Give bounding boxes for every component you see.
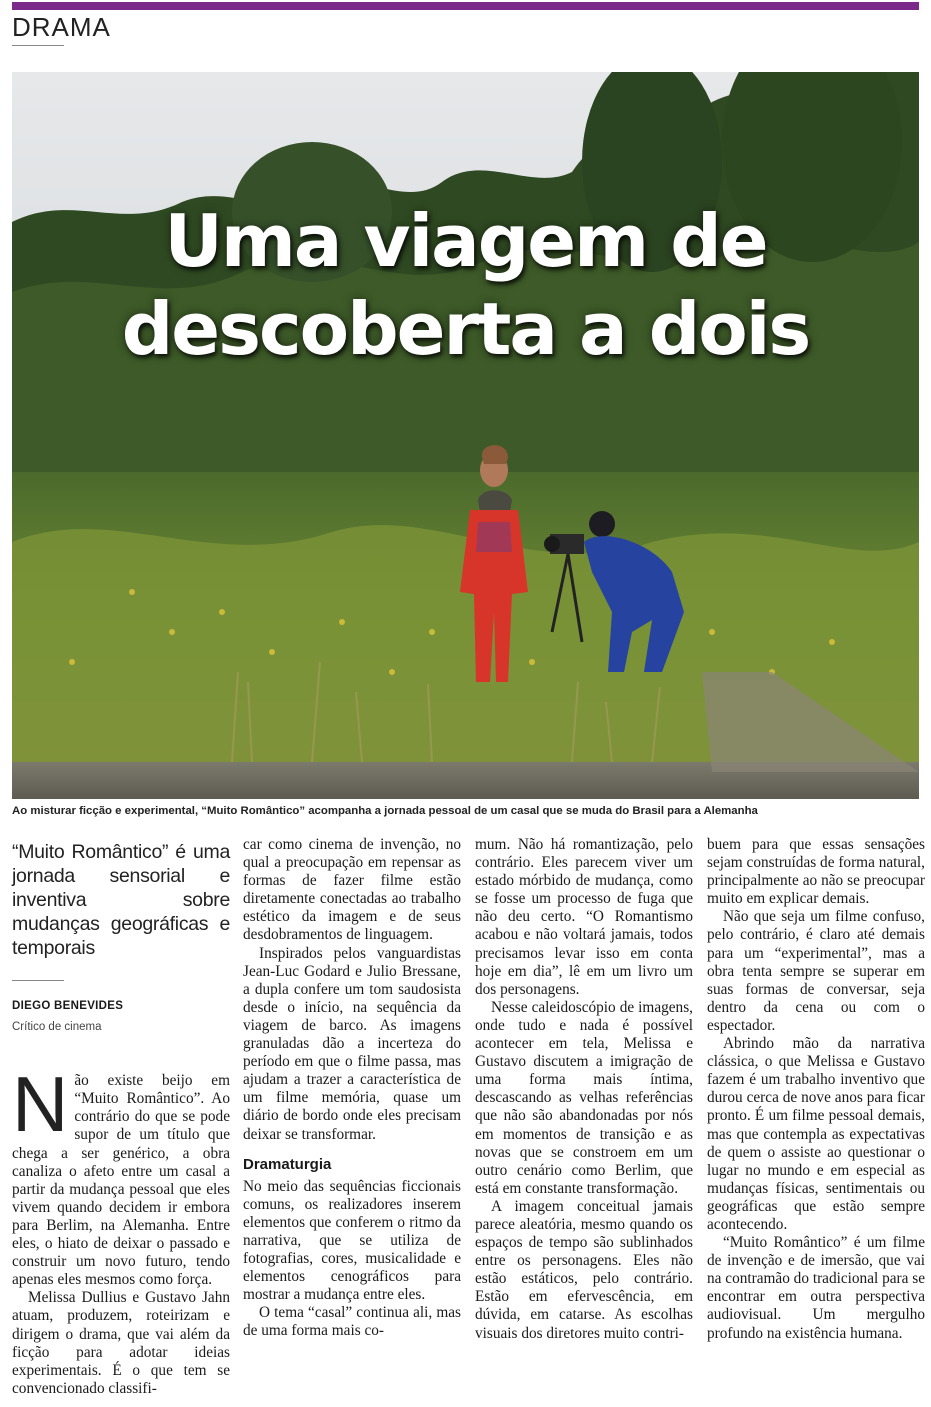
dropcap: N — [12, 1060, 69, 1149]
author-name: DIEGO BENEVIDES — [12, 1000, 124, 1012]
paragraph: Não que seja um filme confuso, pelo contrário, é claro até demais para um “experimental”, mas a obra tenta sempre se superar em suas formas de conversar, seja dentro da cena ou com o espectador. — [707, 908, 925, 1034]
photo-caption: Ao misturar ficção e experimental, “Muito Romântico” acompanha a jornada pessoal de um casal que se muda do Brasil para a Alemanha — [12, 805, 758, 817]
column-3 — [475, 836, 693, 1343]
paragraph: Melissa Dullius e Gustavo Jahn atuam, produzem, roteirizam e dirigem o drama, que vai além da ficção para adotar ideias experimentais. É o que tem se convencionado classifi- — [12, 1289, 230, 1397]
hero-photo — [12, 72, 919, 799]
paragraph: Abrindo mão da narrativa clássica, o que Melissa e Gustavo fazem é um trabalho inventivo que durou cerca de nove anos para ficar pronto. É um filme pessoal demais, mas que contempla as expectativas de quem o assiste ao questionar o lugar no mundo e em especial as mudanças físicas, sentimentais ou geográficas que estão sempre acontecendo. — [707, 1035, 925, 1233]
author-role: Crítico de cinema — [12, 1021, 102, 1034]
headline — [12, 197, 919, 373]
paragraph: “Muito Romântico” é um filme de invenção e de imersão, que vai na contramão do tradicional para se encontrar em outra perspectiva audiovisual. Um mergulho profundo na existência humana. — [707, 1234, 925, 1342]
paragraph: buem para que essas sensações sejam construídas de forma natural, principalmente ao não se preocupar muito em explicar demais. — [707, 836, 925, 908]
section-accent-bar — [12, 2, 919, 10]
lead-paragraph: ão existe beijo em “Muito Romântico”. Ao contrário do que se pode supor de um título que chega a ser genérico, a obra canaliza o afeto entre um casal a partir da mudança pessoal que eles vivem quando decidem ir embora para Berlim, na Alemanha. Entre eles, o hiato de deixar o passado e construir um novo futuro, tendo apenas eles mesmos como força. — [12, 1072, 230, 1289]
subhead: Dramaturgia — [243, 1155, 332, 1173]
column-1 — [12, 836, 230, 1398]
column-2 — [243, 836, 461, 1341]
deck: “Muito Romântico” é uma jornada sensorial e inventiva sobre mudanças geográficas e temporais — [12, 841, 230, 959]
column-4 — [707, 836, 925, 1343]
paragraph: mum. Não há romantização, pelo contrário. Eles parecem viver um estado mórbido de mudança, como se fosse um processo de fuga que não deu certo. “O Romantismo acabou e não voltará jamais, todos precisamos levar isso em conta hoje em dia”, lê em um livro um dos personagens. — [475, 836, 693, 998]
paragraph: car como cinema de invenção, no qual a preocupação em repensar as formas de fazer filme estão diretamente conectadas ao trabalho estético da imagem e de seus desdobramentos de linguagem. — [243, 836, 461, 944]
paragraph: A imagem conceitual jamais parece aleatória, mesmo quando os espaços de tempo são sublinhados entre os personagens. Eles não estão estáticos, pelo contrário. Estão em efervescência, em dúvida, em catarse. As escolhas visuais dos diretores muito contri- — [475, 1197, 693, 1342]
section-label: DRAMA — [12, 12, 111, 42]
headline-line-1: Uma viagem de — [164, 199, 767, 283]
lead-block — [12, 1060, 230, 1398]
paragraph: No meio das sequências ficcionais comuns, os realizadores inserem elementos que conferem o ritmo da narrativa, que se utiliza de fotografias, cores, musicalidade e elementos cenográficos para mostrar a mudança entre eles. — [243, 1177, 461, 1304]
section-rule — [12, 45, 64, 46]
photo-illustration — [12, 72, 919, 799]
paragraph: Inspirados pelos vanguardistas Jean-Luc Godard e Julio Bressane, a dupla confere um tom saudosista desde o início, na sequência da viagem de barco. As imagens granuladas dão a incerteza do período em que o filme passa, mas ajudam a trazer a característica de um filme memória, quase um diário de bordo onde eles precisam deixar se transformar. — [243, 944, 461, 1143]
headline-line-2: descoberta a dois — [121, 287, 810, 371]
paragraph: O tema “casal” continua ali, mas de uma forma mais co- — [243, 1304, 461, 1340]
paragraph: Nesse caleidoscópio de imagens, onde tudo e nada é possível acontecer em tela, Melissa e Gustavo discutem a imigração de uma forma mais íntima, descascando as velhas referências que não são abandonadas por nós em momentos de transição e as novas que se constroem em um outro cenário como Berlim, que está em constante transformação. — [475, 998, 693, 1197]
deck-rule — [12, 980, 64, 981]
